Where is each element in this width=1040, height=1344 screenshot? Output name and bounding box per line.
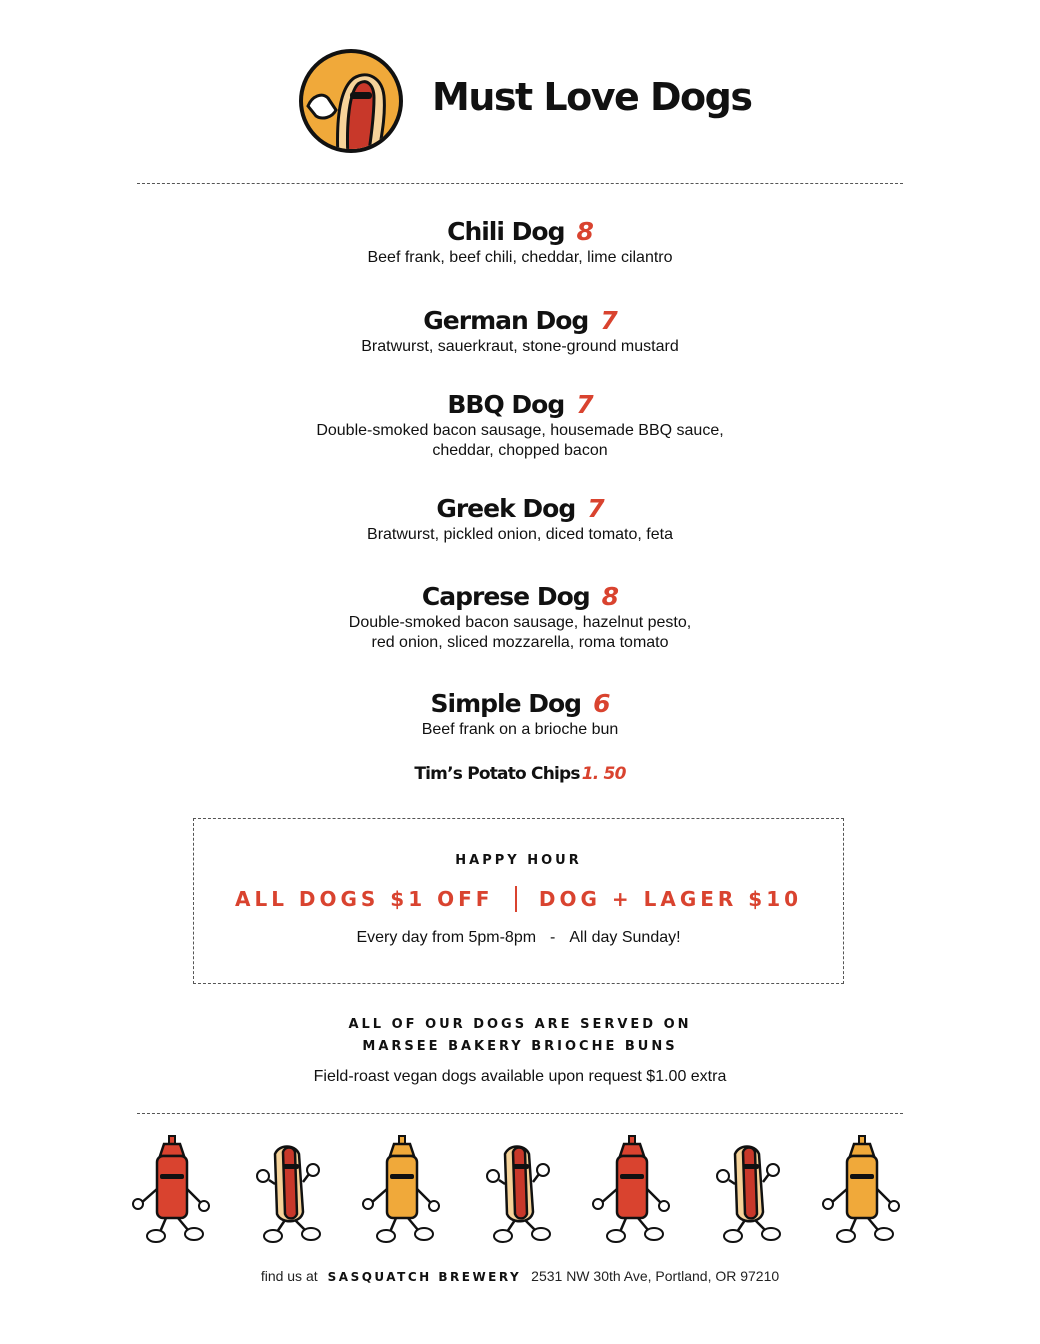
menu-item-name: Chili Dog [447,217,565,246]
vegan-note: Field-roast vegan dogs available upon request $1.00 extra [313,1068,727,1085]
happy-hour-times [194,929,843,947]
happy-hour-sunday: All day Sunday! [569,929,681,946]
menu-item [0,305,1040,357]
menu-item-price: 6 [593,689,610,718]
menu-item-price: 7 [587,494,604,523]
menu-item [0,688,1040,740]
mascot-row [130,1134,910,1246]
menu-item-name: BBQ Dog [447,390,565,419]
menu-item-description: Bratwurst, sauerkraut, stone-ground mustard [361,338,679,355]
menu-item-title [0,389,1040,421]
mustard-bottle-icon [360,1134,444,1244]
menu-item-name: Caprese Dog [421,582,590,611]
menu-item-title [0,305,1040,337]
menu-item-price: 8 [576,217,593,246]
menu-item-name: Simple Dog [430,689,582,718]
menu-item-name: German Dog [423,306,589,335]
ketchup-bottle-icon [590,1134,674,1244]
divider-bottom [137,1113,903,1114]
mustard-bottle-icon [820,1134,904,1244]
menu-item-title [0,581,1040,613]
menu-item-description: Beef frank, beef chili, cheddar, lime cilantro [367,249,673,266]
menu-item-description: cheddar, chopped bacon [432,442,608,459]
menu-item-price: 8 [601,582,619,611]
happy-hour-deals [194,887,843,914]
buns-line-2: MARSEE BAKERY BRIOCHE BUNS [362,1039,678,1054]
menu-item-description: Bratwurst, pickled onion, diced tomato, feta [367,526,673,543]
menu-item-description: red onion, sliced mozzarella, roma tomato [371,634,669,651]
hot-dog-icon [475,1134,559,1244]
divider-top [137,183,903,184]
menu-item-title [0,688,1040,720]
brand-title: Must Love Dogs [432,75,752,119]
menu-item [0,389,1040,461]
buns-note [0,1014,1040,1058]
deal-separator [515,886,517,912]
header [0,44,1040,156]
footer [0,1268,1040,1284]
menu-item [0,216,1040,268]
menu-item-description: Double-smoked bacon sausage, hazelnut pesto, [348,614,692,631]
menu-item-title [0,493,1040,525]
happy-hour-dash: - [550,929,556,946]
deal-dog-lager: DOG + LAGER $10 [538,887,803,911]
happy-hour-box [193,818,844,984]
chips-name: Tim’s Potato Chips [414,764,580,784]
hot-dog-icon [705,1134,789,1244]
menu-item-price: 7 [600,306,617,335]
menu-item [0,493,1040,545]
chips-price: 1. 50 [581,764,626,784]
footer-address: 2531 NW 30th Ave, Portland, OR 97210 [531,1268,780,1284]
menu-item [0,581,1040,653]
menu-item-description: Double-smoked bacon sausage, housemade BBQ sauce, [316,422,724,439]
menu-item-description: Beef frank on a brioche bun [421,721,619,738]
buns-line-1: ALL OF OUR DOGS ARE SERVED ON [348,1017,692,1032]
footer-prefix: find us at [260,1268,318,1284]
hot-dog-icon [245,1134,329,1244]
menu-item-name: Greek Dog [436,494,576,523]
deal-dogs-off: ALL DOGS $1 OFF [234,887,494,911]
hot-dog-logo-icon [298,48,404,154]
happy-hour-title: HAPPY HOUR [455,853,582,868]
menu-item-title [0,216,1040,248]
footer-venue: SASQUATCH BREWERY [327,1270,522,1284]
ketchup-bottle-icon [130,1134,214,1244]
happy-hour-weekday: Every day from 5pm-8pm [356,929,537,946]
chips-item [0,764,1040,784]
menu-item-price: 7 [576,390,593,419]
